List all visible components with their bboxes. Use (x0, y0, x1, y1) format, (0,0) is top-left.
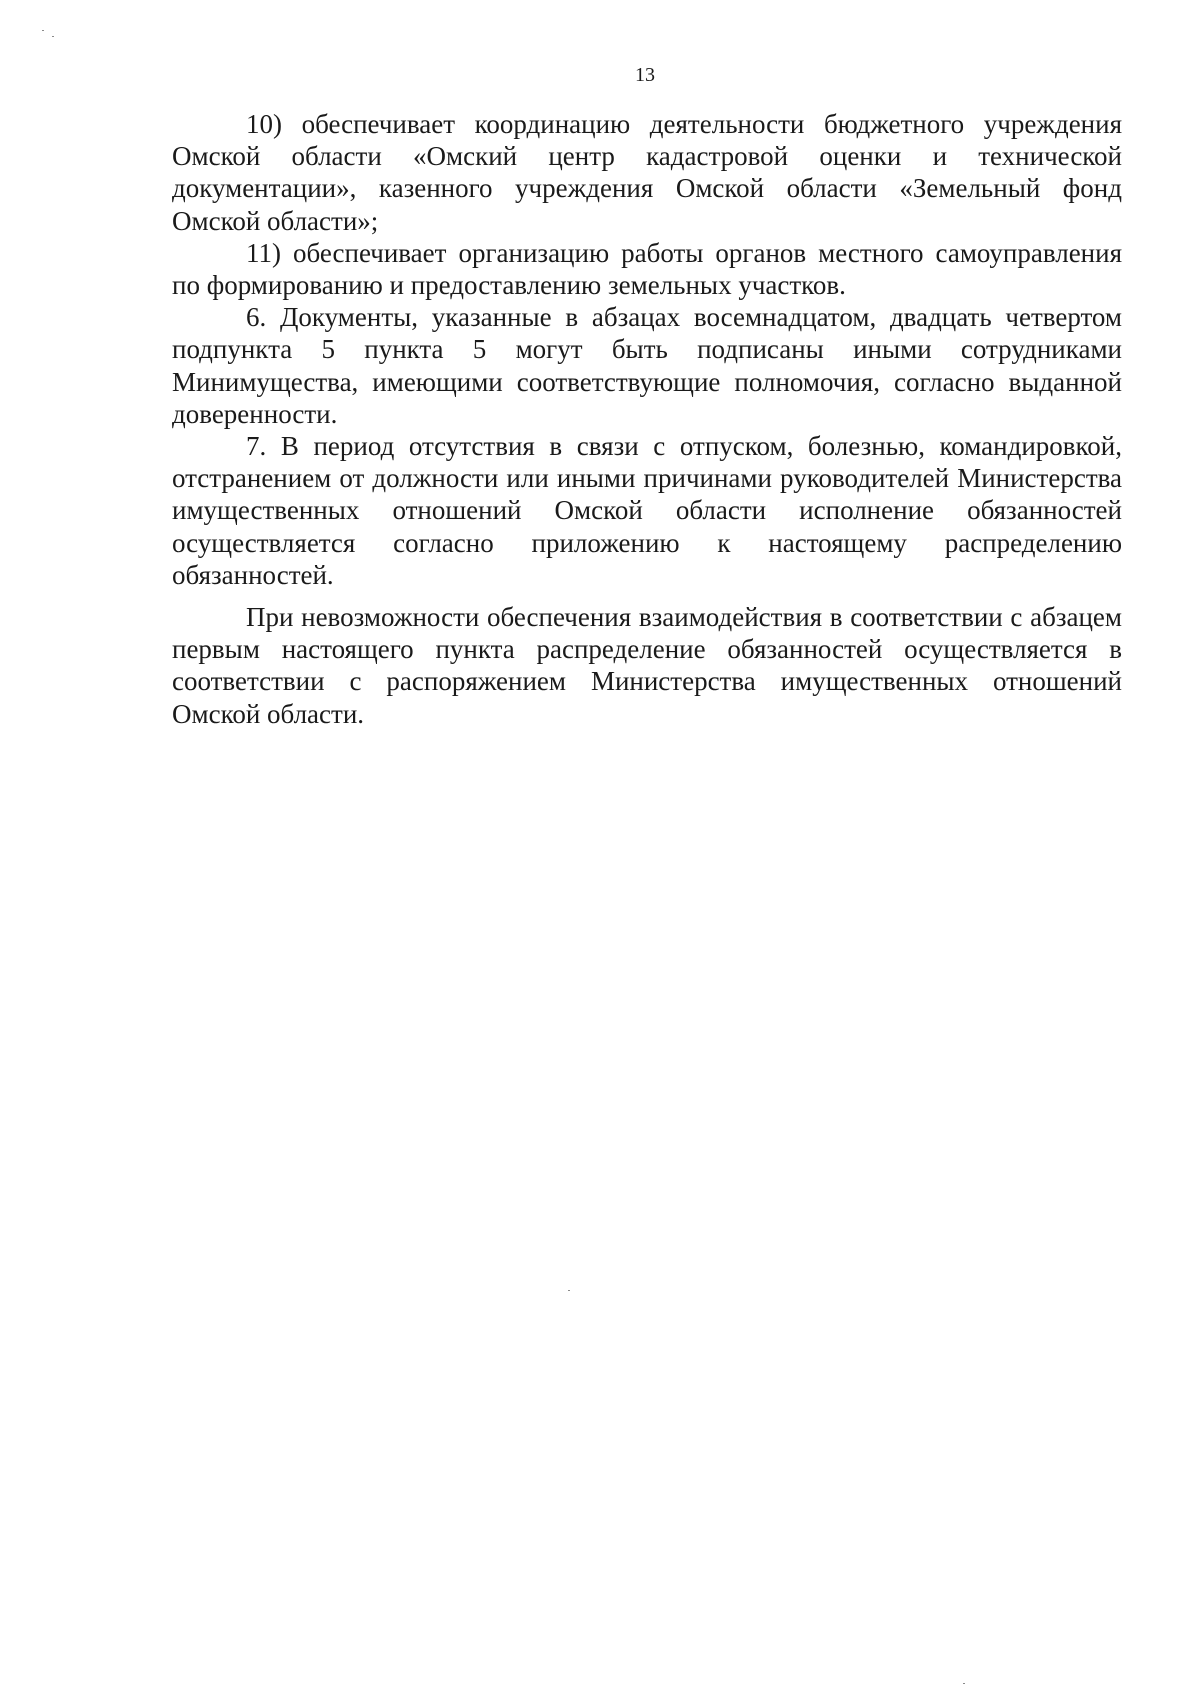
page-number: 13 (635, 64, 655, 86)
paragraph-item-11: 11) обеспечивает организацию работы органов местного самоуправления по формированию и предоставлению земельных участков. (172, 237, 1122, 301)
paragraph-point-7-continuation: При невозможности обеспечения взаимодействия в соответствии с абзацем первым настоящего пункта распределение обязанностей осуществляется в соответствии с распоряжением Министерства имущественных отношений Омской области. (172, 602, 1122, 729)
scan-speck (963, 1683, 965, 1684)
scan-speck (52, 36, 54, 37)
paragraph-item-10: 10) обеспечивает координацию деятельности бюджетного учреждения Омской области «Омский центр кадастровой оценки и технической документации», казенного учреждения Омской области «Земельный фонд Омской области»; (172, 109, 1122, 236)
paragraph-point-6: 6. Документы, указанные в абзацах восемнадцатом, двадцать четвертом подпункта 5 пункта 5 могут быть подписаны иными сотрудниками Минимущества, имеющими соответствующие полномочия, согласно выданной доверенности. (172, 302, 1122, 429)
scan-speck (42, 30, 44, 31)
scan-speck (568, 1290, 570, 1291)
document-body (172, 108, 1122, 730)
paragraph-point-7: 7. В период отсутствия в связи с отпуском, болезнью, командировкой, отстранением от должности или иными причинами руководителей Министерства имущественных отношений Омской области исполнение обязанностей осуществляется согласно приложению к настоящему распределению обязанностей. (172, 431, 1122, 590)
